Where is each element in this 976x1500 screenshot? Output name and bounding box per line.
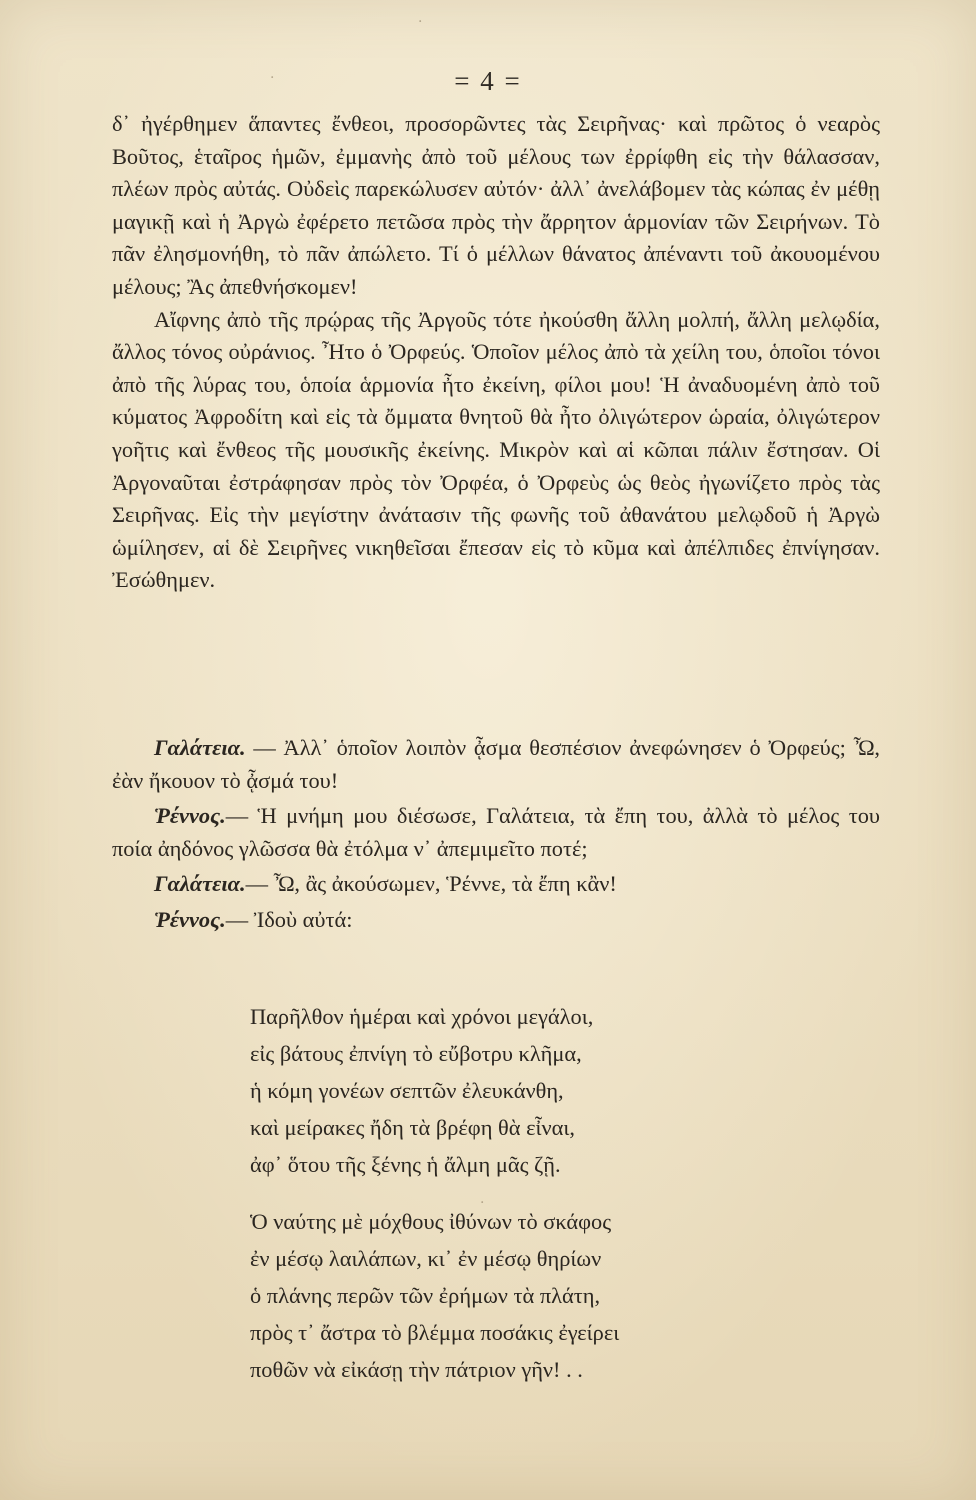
dialogue-line-4 — [112, 904, 880, 937]
poem-stanza-1 — [250, 998, 890, 1183]
dialogue-text: — Ὦ, ἂς ἀκούσωμεν, Ῥέννε, τὰ ἔπη κἂν! — [245, 871, 617, 897]
poem-line: ἀφ᾽ ὅτου τῆς ξένης ἡ ἄλμη μᾶς ζῇ. — [250, 1152, 561, 1177]
poem-line: Ὁ ναύτης μὲ μόχθους ἰθύνων τὸ σκάφος — [250, 1209, 612, 1234]
poem-line: ποθῶν νὰ εἰκάσῃ τὴν πάτριον γῆν! . . — [250, 1357, 583, 1382]
poem-line: ἡ κόμη γονέων σεπτῶν ἐλευκάνθη, — [250, 1078, 564, 1103]
poem-line: πρὸς τ᾽ ἄστρα τὸ βλέμμα ποσάκις ἐγείρει — [250, 1320, 620, 1345]
poem-stanza-2 — [250, 1203, 890, 1388]
dialogue-text: — Ἰδοὺ αὐτά: — [225, 906, 353, 932]
dialogue-text: — Ἡ μνήμη μου διέσωσε, Γαλάτεια, τὰ ἔπη του, ἀλλὰ τὸ μέλος του ποία ἀηδόνος γλῶσσα θὰ ἐτόλμα ν᾽ ἀπεμιμεῖτο ποτέ; — [112, 803, 880, 861]
poem-line: καὶ μείρακες ἤδη τὰ βρέφη θὰ εἶναι, — [250, 1115, 575, 1140]
poem-line: εἰς βάτους ἐπνίγη τὸ εὔβοτρυ κλῆμα, — [250, 1041, 582, 1066]
speaker-name: Γαλάτεια. — [154, 871, 246, 897]
paper-speck: · — [418, 14, 423, 30]
dialogue-line-1 — [112, 732, 880, 797]
dialogue-line-3 — [112, 868, 880, 901]
speaker-name: Γαλάτεια. — [154, 735, 246, 760]
prose-paragraph-1: δ᾽ ἠγέρθημεν ἅπαντες ἔνθεοι, προσορῶντες τὰς Σειρῆνας· καὶ πρῶτος ὁ νεαρὸς Βοῦτος, ἑταῖρος ἡμῶν, ἐμμανὴς ἀπὸ τοῦ μέλους των ἐρρίφθη εἰς τὴν θάλασσαν, πλέων πρὸς αὐτάς. Οὐδεὶς παρεκώλυσεν αὐτόν· ἀλλ᾽ ἀνελάβομεν τὰς κώπας ἐν μέθῃ μαγικῇ καὶ ἡ Ἀργὼ ἐφέρετο πετῶσα πρὸς τὴν ἄρρητον ἁρμονίαν τῶν Σειρήνων. Τὸ πᾶν ἐλησμονήθη, τὸ πᾶν ἀπώλετο. Τί ὁ μέλλων θάνατος ἀπέναντι τοῦ ἀκουομένου μέλους; Ἂς ἀπεθνήσκομεν! — [112, 111, 880, 299]
dialogue-section — [112, 732, 880, 940]
speaker-name: Ῥέννος. — [154, 803, 226, 829]
paper-speck: · — [270, 70, 275, 86]
poem-line: ἐν μέσῳ λαιλάπων, κι᾽ ἐν μέσῳ θηρίων — [250, 1246, 602, 1271]
page-number: = 4 = — [454, 66, 522, 96]
paper-speck: · — [480, 1195, 485, 1211]
prose-body — [112, 108, 880, 597]
poem-line: Παρῆλθον ἡμέραι καὶ χρόνοι μεγάλοι, — [250, 1004, 594, 1029]
prose-paragraph-2: Αἴφνης ἀπὸ τῆς πρῴρας τῆς Ἀργοῦς τότε ἠκούσθη ἄλλη μολπή, ἄλλη μελῳδία, ἄλλος τόνος οὐράνιος. Ἦτο ὁ Ὀρφεύς. Ὁποῖον μέλος ἀπὸ τὰ χείλη του, ὁποῖοι τόνοι ἀπὸ τῆς λύρας του, ὁποία ἁρμονία ἦτο ἐκείνη, φίλοι μου! Ἡ ἀναδυομένη ἀπὸ τοῦ κύματος Ἀφροδίτη καὶ εἰς τὰ ὄμματα θνητοῦ θὰ ἦτο ὀλιγώτερον ὡραία, ὀλιγώτερον γοῆτις καὶ ἔνθεος τῆς μουσικῆς ἐκείνης. Μικρὸν καὶ αἱ κῶπαι πάλιν ἔστησαν. Οἱ Ἀργοναῦται ἐστράφησαν πρὸς τὸν Ὀρφέα, ὁ Ὀρφεὺς ὡς θεὸς ἠγωνίζετο πρὸς τὰς Σειρῆνας. Εἰς τὴν μεγίστην ἀνάτασιν τῆς φωνῆς τοῦ ἀθανάτου μελῳδοῦ ἡ Ἀργὼ ὡμίλησεν, αἱ δὲ Σειρῆνες νικηθεῖσαι ἔπεσαν εἰς τὸ κῦμα καὶ ἀπέλπιδες ἐπνίγησαν. Ἐσώθημεν. — [112, 306, 880, 593]
dialogue-text: — Ἀλλ᾽ ὁποῖον λοιπὸν ᾆσμα θεσπέσιον ἀνεφώνησεν ὁ Ὀρφεύς; Ὦ, ἐὰν ἤκουον τὸ ᾆσμά του! — [112, 735, 880, 793]
dialogue-line-2 — [112, 800, 880, 865]
poem-line: ὁ πλάνης περῶν τῶν ἐρήμων τὰ πλάτη, — [250, 1283, 601, 1308]
speaker-name: Ῥέννος. — [154, 906, 226, 932]
